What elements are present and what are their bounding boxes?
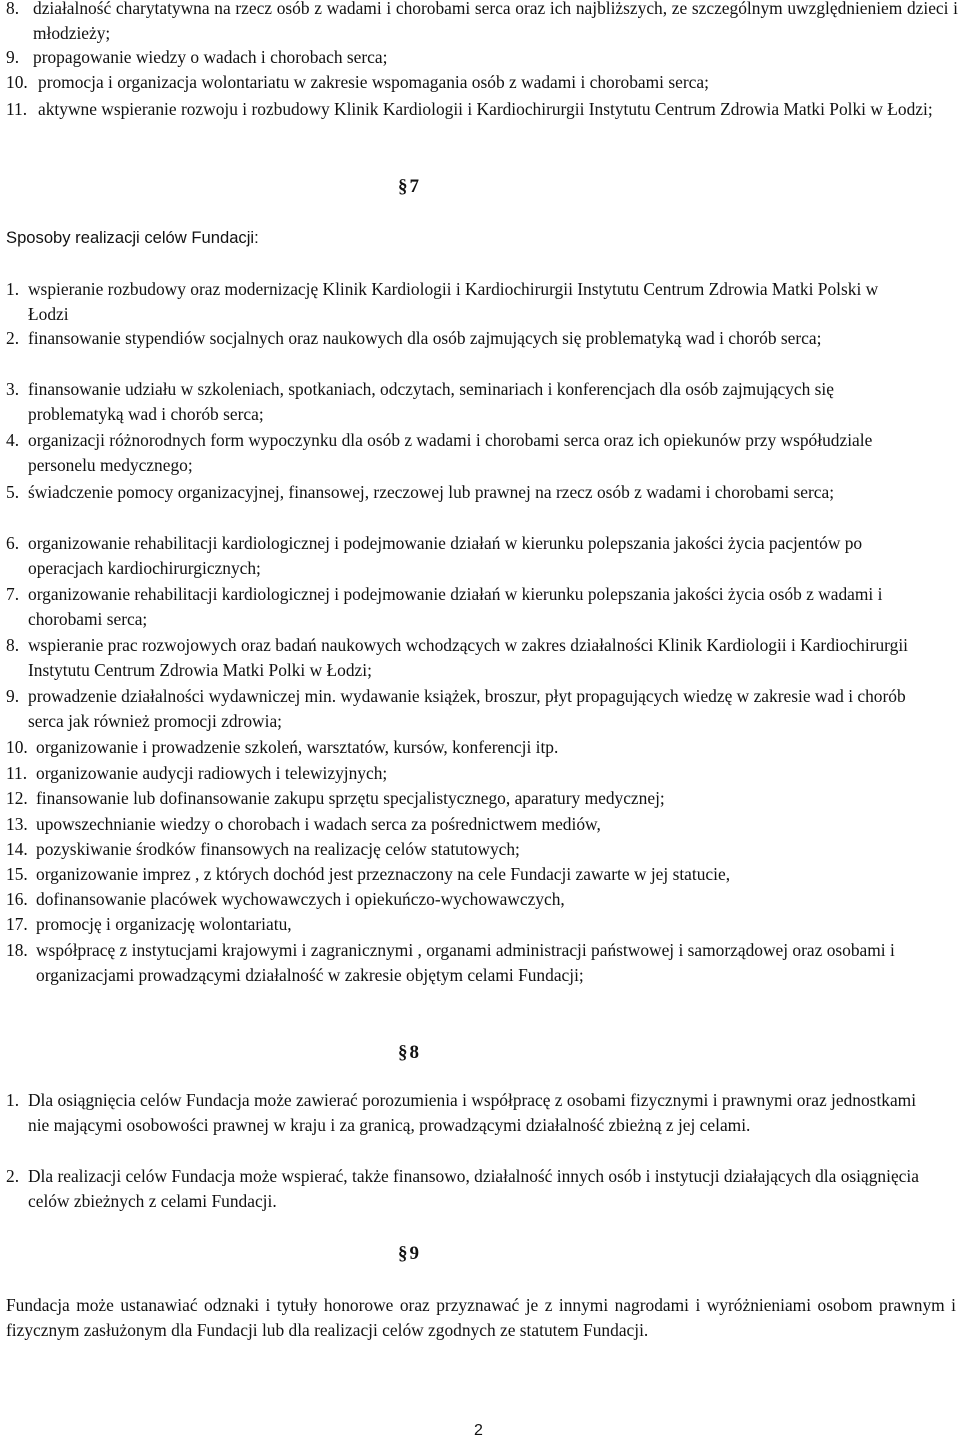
section-number: 7 (409, 176, 419, 197)
list-item-text: pozyskiwanie środków finansowych na realizację celów statutowych; (36, 839, 520, 859)
list-item-text: Dla osiągnięcia celów Fundacja może zawierać porozumienia i współpracę z osobami fizycznymi i prawnymi oraz jednostkami nie mającymi osobowości prawnej w kraju i za granicą, prowadzącymi działalność zbieżną z jej celami. (28, 1090, 917, 1135)
list-item-text: świadczenie pomocy organizacyjnej, finansowej, rzeczowej lub prawnej na rzecz osób z wadami i chorobami serca; (28, 482, 835, 502)
list-item (6, 45, 958, 70)
list-item (6, 326, 916, 351)
section-symbol: § (398, 1243, 408, 1264)
list-item-text: prowadzenie działalności wydawniczej min. wydawanie książek, broszur, płyt propagujących wiedzę w zakresie wad i chorób serca jak również promocji zdrowia; (28, 686, 906, 731)
list-item-number: 3. (6, 379, 20, 399)
list-item-text: organizowanie imprez , z których dochód jest przeznaczony na cele Fundacji zawarte w jej statucie, (36, 864, 731, 884)
list-item-text: organizowanie i prowadzenie szkoleń, warsztatów, kursów, konferencji itp. (36, 737, 559, 757)
list-item-text: wspieranie rozbudowy oraz modernizację Klinik Kardiologii i Kardiochirurgii Instytutu Centrum Zdrowia Matki Polski w Łodzi (28, 279, 879, 324)
section-7-heading (398, 176, 419, 198)
list-item-number: 8. (6, 635, 20, 655)
list-item-number: 2. (6, 328, 20, 348)
list-item (6, 480, 916, 505)
list-item (6, 97, 958, 122)
list-item-number: 4. (6, 430, 20, 450)
section-8-heading (398, 1042, 419, 1064)
list-item-text: działalność charytatywna na rzecz osób z wadami i chorobami serca oraz ich najbliższych, ze szczególnym uwzględnieniem dzieci i młodzieży; (33, 0, 958, 43)
list-item (6, 735, 916, 760)
list-item-number: 9. (6, 686, 20, 706)
list-item-text: organizowanie rehabilitacji kardiologicznej i podejmowanie działań w kierunku polepszania jakości życia pacjentów po operacjach kardiochirurgicznych; (28, 533, 863, 578)
list-item-number: 14. (6, 839, 28, 859)
list-item (6, 812, 916, 837)
list-item (6, 633, 916, 683)
list-item-text: promocję i organizację wolontariatu, (36, 914, 292, 934)
list-item-number: 5. (6, 482, 20, 502)
list-item-number: 6. (6, 533, 20, 553)
list-item-number: 2. (6, 1166, 20, 1186)
section-number: 8 (409, 1042, 419, 1063)
list-item-text: organizacji różnorodnych form wypoczynku dla osób z wadami i chorobami serca oraz ich opiekunów przy współudziale personelu medycznego; (28, 430, 873, 475)
list-item-text: Dla realizacji celów Fundacja może wspierać, także finansowo, działalność innych osób i instytucji działających dla osiągnięcia celów zbieżnych z celami Fundacji. (28, 1166, 919, 1211)
list-item-number: 11. (6, 763, 28, 783)
section-symbol: § (398, 1042, 408, 1063)
list-item-number: 13. (6, 814, 28, 834)
list-item (6, 761, 916, 786)
list-item (6, 377, 916, 427)
list-item-text: upowszechnianie wiedzy o chorobach i wadach serca za pośrednictwem mediów, (36, 814, 601, 834)
list-item (6, 277, 916, 327)
list-item-text: finansowanie udziału w szkoleniach, spotkaniach, odczytach, seminariach i konferencjach dla osób zajmujących się problematyką wad i chorób serca; (28, 379, 834, 424)
list-item-number: 9. (6, 47, 20, 67)
list-item (6, 938, 924, 988)
list-item-number: 16. (6, 889, 28, 909)
list-item-text: współpracę z instytucjami krajowymi i zagranicznymi , organami administracji państwowej i samorządowej oraz osobami i organizacjami prowadzącymi działalność w zakresie objętym celami Fundacji; (36, 940, 895, 985)
section-9-paragraph: Fundacja może ustanawiać odznaki i tytuły honorowe oraz przyznawać je z innymi nagrodami i wyróżnieniami osobom prawnym i fizycznym zasłużonym dla Fundacji lub dla realizacji celów zgodnych ze statutem Fundacji. (6, 1295, 956, 1340)
section-number: 9 (409, 1243, 419, 1264)
list-item (6, 1164, 924, 1214)
list-item-number: 10. (6, 72, 28, 92)
list-item-text: finansowanie lub dofinansowanie zakupu sprzętu specjalistycznego, aparatury medycznej; (36, 788, 665, 808)
list-item-number: 15. (6, 864, 28, 884)
list-item (6, 0, 958, 46)
list-item (6, 912, 916, 937)
list-item (6, 428, 916, 478)
section-7-intro: Sposoby realizacji celów Fundacji: (6, 228, 259, 247)
list-item-text: organizowanie audycji radiowych i telewizyjnych; (36, 763, 388, 783)
list-item-text: propagowanie wiedzy o wadach i chorobach serca; (33, 47, 388, 67)
list-item-text: organizowanie rehabilitacji kardiologicznej i podejmowanie działań w kierunku polepszania jakości życia osób z wadami i chorobami serca; (28, 584, 883, 629)
list-item (6, 531, 916, 581)
list-item-number: 18. (6, 940, 28, 960)
list-item-number: 8. (6, 0, 20, 18)
list-item (6, 786, 916, 811)
list-item-text: aktywne wspieranie rozwoju i rozbudowy Klinik Kardiologii i Kardiochirurgii Instytutu Centrum Zdrowia Matki Polki w Łodzi; (38, 99, 933, 119)
section-9-heading (398, 1243, 419, 1265)
page-number: 2 (474, 1422, 483, 1439)
list-item-text: promocja i organizacja wolontariatu w zakresie wspomagania osób z wadami i chorobami serca; (38, 72, 709, 92)
list-item-text: finansowanie stypendiów socjalnych oraz naukowych dla osób zajmujących się problematyką wad i chorób serca; (28, 328, 822, 348)
list-item-number: 17. (6, 914, 28, 934)
list-item-number: 7. (6, 584, 20, 604)
section-symbol: § (398, 176, 408, 197)
list-item-number: 10. (6, 737, 28, 757)
list-item (6, 887, 916, 912)
list-item-text: wspieranie prac rozwojowych oraz badań naukowych wchodzących w zakres działalności Klinik Kardiologii i Kardiochirurgii Instytutu Centrum Zdrowia Matki Polki w Łodzi; (28, 635, 909, 680)
list-item-number: 11. (6, 99, 28, 119)
list-item (6, 582, 916, 632)
list-item (6, 1088, 924, 1138)
list-item-number: 1. (6, 1090, 20, 1110)
list-item-number: 1. (6, 279, 20, 299)
list-item-number: 12. (6, 788, 28, 808)
list-item (6, 70, 958, 95)
list-item (6, 684, 916, 734)
list-item (6, 837, 916, 862)
list-item-text: dofinansowanie placówek wychowawczych i opiekuńczo-wychowawczych, (36, 889, 565, 909)
list-item (6, 862, 916, 887)
